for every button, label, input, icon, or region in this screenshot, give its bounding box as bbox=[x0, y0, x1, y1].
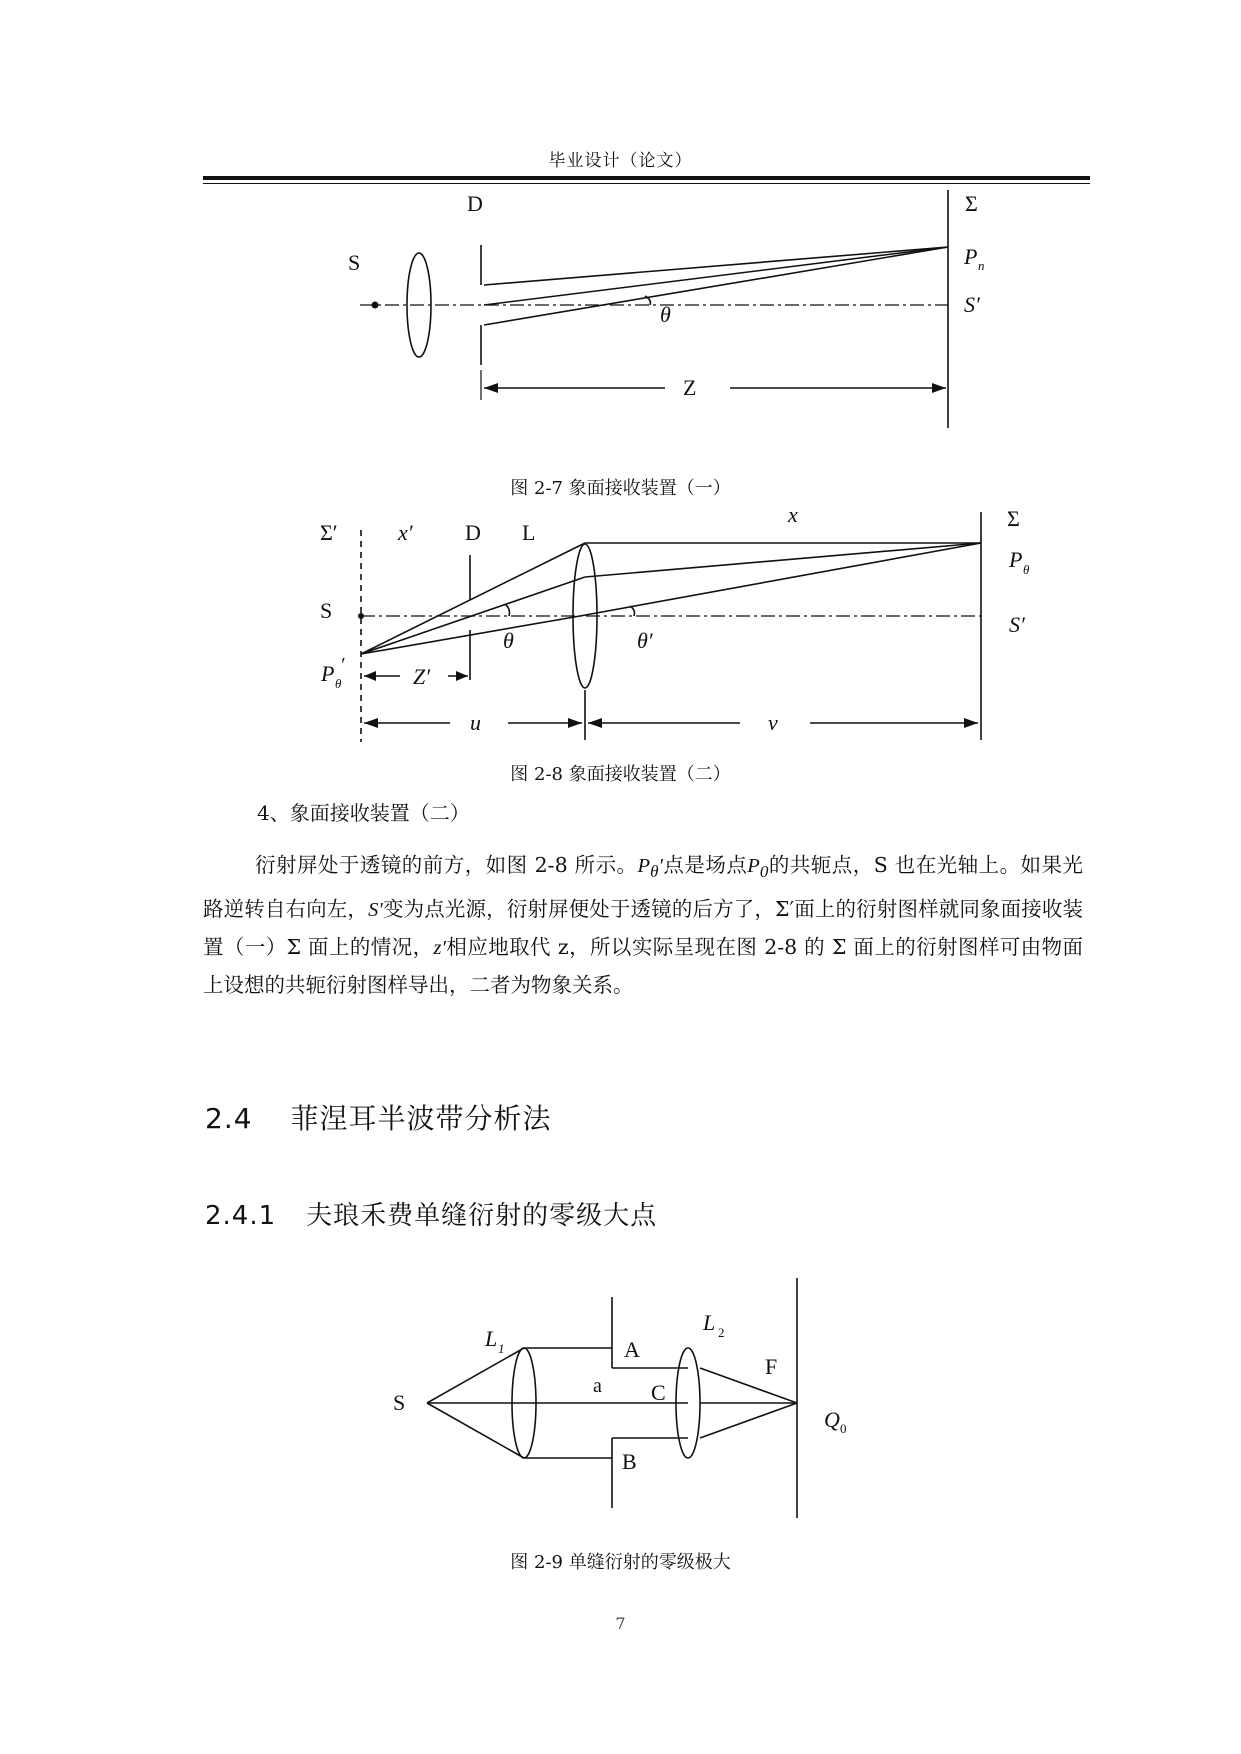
fig8-label-D: D bbox=[465, 520, 481, 545]
fig8-label-P: P bbox=[1009, 547, 1023, 572]
fig8-label-S: S bbox=[320, 598, 333, 623]
fig9-label-F: F bbox=[765, 1354, 778, 1379]
fig8-label-x-prime: x′ bbox=[398, 520, 413, 545]
figure-2-9-caption: 图 2-9 单缝衍射的零级极大 bbox=[510, 1552, 731, 1573]
fig9-label-Q-sub: 0 bbox=[840, 1421, 847, 1436]
fig7-label-S-prime: S′ bbox=[964, 292, 980, 317]
fig7-label-Z: Z bbox=[683, 375, 697, 400]
fig8-label-theta: θ bbox=[503, 628, 514, 653]
fig9-label-L2: L bbox=[703, 1310, 716, 1335]
fig7-label-theta: θ bbox=[660, 302, 671, 327]
fig8-label-P-prime-mark: ′ bbox=[340, 654, 345, 676]
fig8-label-sigma-prime: Σ′ bbox=[320, 520, 338, 545]
page-number: 7 bbox=[615, 1614, 626, 1633]
fig8-label-sigma: Σ bbox=[1007, 506, 1020, 531]
fig8-label-x: x bbox=[788, 502, 798, 527]
fig8-label-S-prime: S′ bbox=[1009, 612, 1025, 637]
fig8-label-theta-prime: θ′ bbox=[637, 628, 653, 653]
fig7-label-D: D bbox=[467, 191, 483, 216]
fig9-label-S: S bbox=[393, 1390, 406, 1415]
fig9-label-A: A bbox=[624, 1337, 640, 1362]
figure-2-8-caption: 图 2-8 象面接收装置（二） bbox=[510, 764, 731, 785]
fig7-label-S: S bbox=[348, 250, 361, 275]
fig8-label-P-sub: θ bbox=[1023, 562, 1030, 577]
fig9-label-a: a bbox=[593, 1375, 602, 1397]
fig9-label-L2-sub: 2 bbox=[718, 1325, 725, 1340]
fig8-label-v: v bbox=[768, 710, 778, 735]
list-item-4: 4、象面接收装置（二） bbox=[257, 801, 470, 825]
fig7-label-P: P bbox=[964, 244, 978, 269]
fig9-label-L1: L bbox=[485, 1326, 498, 1351]
fig7-label-sigma: Σ bbox=[965, 191, 978, 216]
fig7-label-P-sub: n bbox=[978, 258, 985, 273]
fig8-label-L: L bbox=[522, 520, 536, 545]
body-paragraph: 衍射屏处于透镜的前方，如图 2-8 所示。$P_\theta'$点是场点$P_0$的共轭点，S 也在光轴上。如果光路逆转自右向左，S′变为点光源，衍射屏便处于透镜的后方了，Σ′面上的衍射图样就同象面接收装置（一）Σ 面上的情况，z′相应地取代 z，所以实际呈现在图 2-8 的 Σ 面上的衍射图样可由物面上设想的共轭衍射图样导出，二者为物象关系。 bbox=[203, 853, 1084, 998]
subsection-heading: 2.4.1 夫琅禾费单缝衍射的零级大点 bbox=[205, 1201, 658, 1231]
fig8-label-u: u bbox=[470, 710, 481, 735]
running-header: 毕业设计（论文） bbox=[548, 151, 693, 171]
fig9-label-C: C bbox=[651, 1380, 666, 1405]
fig8-label-P-prime-sub: θ bbox=[335, 676, 342, 691]
fig9-label-L1-sub: 1 bbox=[498, 1341, 505, 1356]
fig9-label-Q: Q bbox=[824, 1407, 840, 1432]
section-heading: 2.4 菲涅耳半波带分析法 bbox=[205, 1102, 552, 1135]
fig8-label-P-prime: P bbox=[321, 661, 335, 686]
fig8-label-Z-prime: Z′ bbox=[413, 664, 431, 689]
fig9-label-B: B bbox=[622, 1449, 637, 1474]
figure-2-7-caption: 图 2-7 象面接收装置（一） bbox=[510, 478, 731, 499]
